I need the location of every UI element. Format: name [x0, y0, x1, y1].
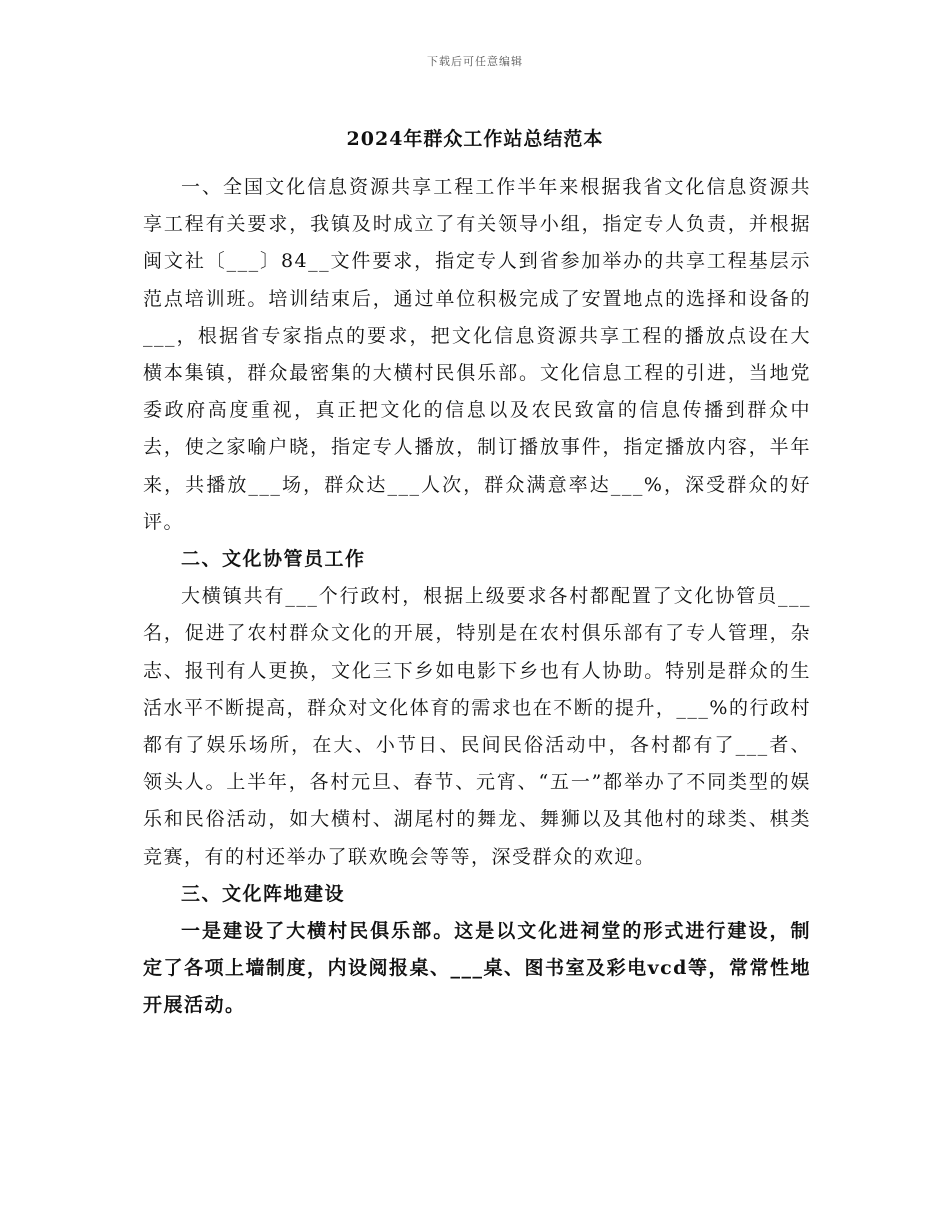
document-title: 2024年群众工作站总结范本 [346, 128, 604, 150]
section-heading-3: 三、文化阵地建设 [181, 882, 346, 905]
paragraph-section-2: 大横镇共有___个行政村，根据上级要求各村都配置了文化协管员___名，促进了农村群众文化的开展，特别是在农村俱乐部有了专人管理，杂志、报刊有人更换，文化三下乡如电影下乡也有人协助。特别是群众的生活水平不断提高，群众对文化体育的需求也在不断的提升，___%的行政村都有了娱乐场所，在大、小节日、民间民俗活动中，各村都有了___者、领头人。上半年，各村元旦、春节、元宵、“五一”都举办了不同类型的娱乐和民俗活动，如大横村、湖尾村的舞龙、舞狮以及其他村的球类、棋类竞赛，有的村还举办了联欢晚会等等，深受群众的欢迎。 [143, 585, 811, 868]
section-heading-2: 二、文化协管员工作 [181, 548, 366, 571]
page-header: 下载后可任意编辑 [427, 55, 523, 68]
paragraph-section-1: 一、全国文化信息资源共享工程工作半年来根据我省文化信息资源共享工程有关要求，我镇及时成立了有关领导小组，指定专人负责，并根据闽文社〔___〕84__文件要求，指定专人到省参加举办的共享工程基层示范点培训班。培训结束后，通过单位积极完成了安置地点的选择和设备的___，根据省专家指点的要求，把文化信息资源共享工程的播放点设在大横本集镇，群众最密集的大横村民俱乐部。文化信息工程的引进，当地党委政府高度重视，真正把文化的信息以及农民致富的信息传播到群众中去，使之家喻户晓，指定专人播放，制订播放事件，指定播放内容，半年来，共播放___场，群众达___人次，群众满意率达___%，深受群众的好评。 [143, 176, 811, 533]
paragraph-section-3: 一是建设了大横村民俱乐部。这是以文化进祠堂的形式进行建设，制定了各项上墙制度，内设阅报桌、___桌、图书室及彩电vcd等，常常性地开展活动。 [143, 920, 811, 1017]
document-body [143, 169, 811, 1025]
